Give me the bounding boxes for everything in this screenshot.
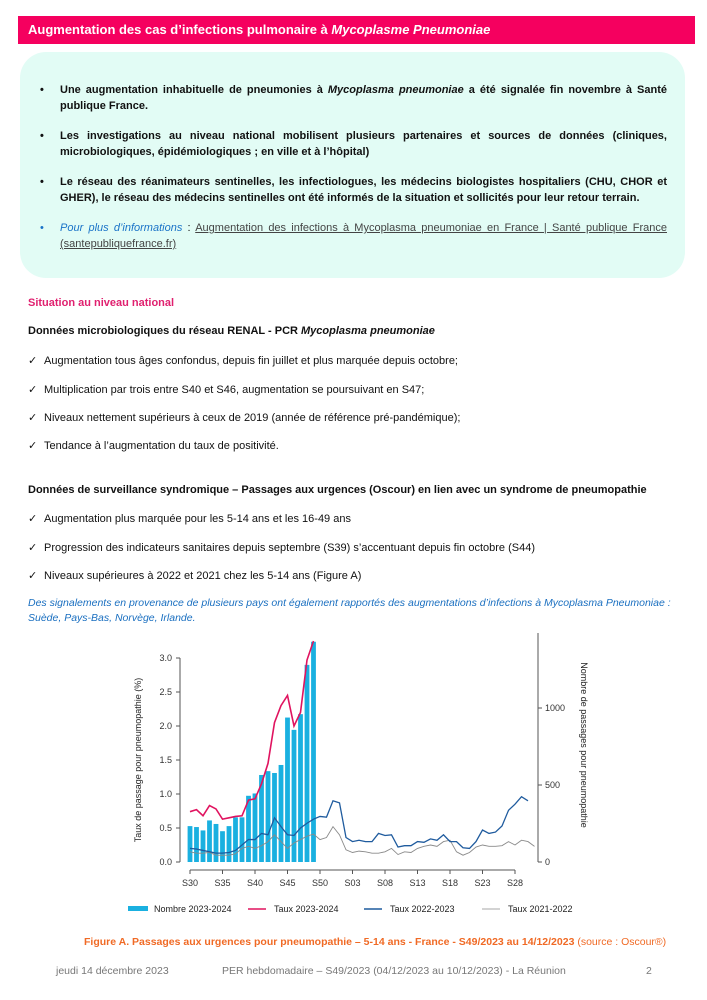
bar bbox=[220, 831, 225, 862]
x-tick-label: S50 bbox=[311, 878, 329, 888]
bar bbox=[253, 793, 258, 862]
page-banner bbox=[18, 16, 695, 44]
renal-check-item: ✓ Augmentation tous âges confondus, depuis fin juillet et plus marquée depuis octobre; bbox=[28, 355, 458, 367]
legend-label: Taux 2021-2022 bbox=[508, 904, 573, 914]
bar bbox=[240, 817, 245, 862]
y-tick-label: 0.0 bbox=[159, 857, 172, 867]
bar bbox=[214, 824, 219, 862]
y-tick-label: 2.0 bbox=[159, 721, 172, 731]
y-tick-label: 3.0 bbox=[159, 653, 172, 663]
y2-tick-label: 0 bbox=[545, 857, 551, 867]
bar bbox=[279, 765, 284, 862]
international-note: Des signalements en provenance de plusieurs pays ont également rapportés des augmentations d’infections à Mycoplasma Pneumoniae : Suède, Pays-Bas, Norvège, Irlande. bbox=[28, 597, 671, 624]
bar bbox=[188, 826, 193, 862]
y2-tick-label: 500 bbox=[545, 780, 561, 790]
legend-label: Taux 2023-2024 bbox=[274, 904, 339, 914]
renal-title: Données microbiologiques du réseau RENAL - PCR Mycoplasma pneumoniae bbox=[28, 325, 435, 337]
bar bbox=[305, 665, 310, 862]
y-tick-label: 2.5 bbox=[159, 687, 172, 697]
x-tick-label: S23 bbox=[474, 878, 491, 888]
x-tick-label: S18 bbox=[441, 878, 459, 888]
x-tick-label: S03 bbox=[344, 878, 361, 888]
bar bbox=[233, 817, 238, 862]
page-number: 2 bbox=[646, 965, 652, 977]
x-tick-label: S08 bbox=[376, 878, 394, 888]
figure-a-chart bbox=[0, 630, 707, 925]
renal-check-item: ✓ Multiplication par trois entre S40 et S46, augmentation se poursuivant en S47; bbox=[28, 384, 425, 396]
legend-swatch bbox=[128, 906, 148, 911]
key-point: • Une augmentation inhabituelle de pneumonies à Mycoplasma pneumoniae a été signalée fin novembre à Santé publique France. bbox=[38, 82, 667, 114]
more-info-label: Pour plus d’informations bbox=[60, 222, 183, 234]
renal-check-item: ✓ Niveaux nettement supérieurs à ceux de 2019 (année de référence pré-pandémique); bbox=[28, 412, 461, 424]
y-axis-title: Taux de passage pour pneumopathie (%) bbox=[133, 677, 143, 843]
oscour-check-item: ✓ Augmentation plus marquée pour les 5-14 ans et les 16-49 ans bbox=[28, 513, 351, 525]
x-tick-label: S13 bbox=[409, 878, 426, 888]
check-icon: ✓ bbox=[28, 440, 38, 452]
x-tick-label: S40 bbox=[246, 878, 264, 888]
bar bbox=[201, 830, 206, 862]
legend-label: Taux 2022-2023 bbox=[390, 904, 455, 914]
key-point: • Les investigations au niveau national mobilisent plusieurs partenaires et sources de données (cliniques, microbiologiques, épidémiologiques ; en ville et à l’hôpital) bbox=[38, 128, 667, 160]
more-info-link[interactable]: Augmentation des infections à Mycoplasma pneumoniae en France | Santé publique France (santepubliquefrance.fr) bbox=[60, 222, 667, 250]
bar bbox=[207, 820, 212, 862]
oscour-check-item: ✓ Niveaux supérieures à 2022 et 2021 chez les 5-14 ans (Figure A) bbox=[28, 570, 362, 582]
banner-title-italic: Mycoplasme Pneumoniae bbox=[331, 22, 491, 37]
renal-check-item: ✓ Tendance à l’augmentation du taux de positivité. bbox=[28, 440, 279, 452]
oscour-check-item: ✓ Progression des indicateurs sanitaires depuis septembre (S39) s’accentuant depuis fin octobre (S44) bbox=[28, 542, 535, 554]
banner-title: Augmentation des cas d’infections pulmonaire à bbox=[28, 22, 332, 37]
y-tick-label: 0.5 bbox=[159, 823, 172, 833]
x-tick-label: S30 bbox=[181, 878, 199, 888]
figure-caption: Figure A. Passages aux urgences pour pneumopathie – 5-14 ans - France - S49/2023 au 14/12/2023 (source : Oscour®) bbox=[84, 936, 667, 948]
y-tick-label: 1.0 bbox=[159, 789, 172, 799]
x-tick-label: S35 bbox=[214, 878, 231, 888]
bar bbox=[227, 826, 232, 862]
y-tick-label: 1.5 bbox=[159, 755, 172, 765]
footer-date: jeudi 14 décembre 2023 bbox=[56, 965, 169, 977]
check-icon: ✓ bbox=[28, 570, 38, 582]
bar bbox=[266, 771, 271, 862]
check-icon: ✓ bbox=[28, 384, 38, 396]
check-icon: ✓ bbox=[28, 412, 38, 424]
bar bbox=[285, 718, 290, 862]
check-icon: ✓ bbox=[28, 355, 38, 367]
footer-center: PER hebdomadaire – S49/2023 (04/12/2023 au 10/12/2023) - La Réunion bbox=[222, 965, 566, 977]
check-icon: ✓ bbox=[28, 542, 38, 554]
x-tick-label: S28 bbox=[506, 878, 524, 888]
section-title: Situation au niveau national bbox=[28, 297, 175, 309]
bar bbox=[194, 827, 199, 862]
check-icon: ✓ bbox=[28, 513, 38, 525]
y2-axis-title: Nombre de passages pour pneumopathie bbox=[579, 662, 589, 828]
y2-tick-label: 1000 bbox=[545, 703, 566, 713]
key-point: • Le réseau des réanimateurs sentinelles, les infectiologues, les médecins biologistes hospitaliers (CHU, CHOR et GHER), le réseau des médecins sentinelles ont été informés de la situation et sollicités pour leur retour terrain. bbox=[38, 174, 667, 206]
oscour-title: Données de surveillance syndromique – Passages aux urgences (Oscour) en lien avec un syndrome de pneumopathie bbox=[28, 484, 647, 496]
more-info-item: • Pour plus d’informations : Augmentation des infections à Mycoplasma pneumoniae en France | Santé publique France (santepubliquefrance.fr) bbox=[38, 220, 667, 252]
key-points-box bbox=[20, 52, 685, 278]
x-tick-label: S45 bbox=[279, 878, 296, 888]
bar bbox=[311, 642, 316, 862]
legend-label: Nombre 2023-2024 bbox=[154, 904, 232, 914]
